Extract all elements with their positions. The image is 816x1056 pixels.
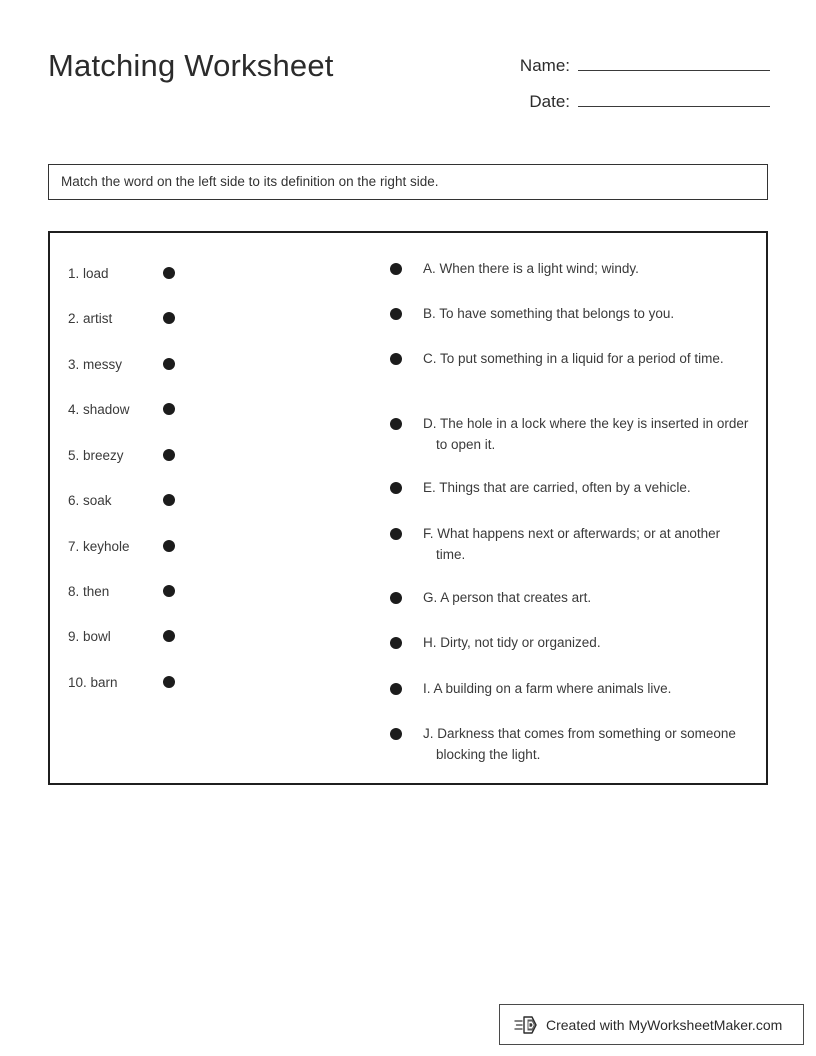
- word-row: [68, 581, 368, 601]
- definition-match-dot[interactable]: [390, 353, 402, 365]
- definition-dot-wrap: [390, 478, 426, 494]
- name-input[interactable]: [578, 52, 770, 71]
- matching-exercise-box: [48, 231, 768, 785]
- word-row: [68, 490, 368, 510]
- definition-text: I. A building on a farm where animals live.: [423, 681, 672, 696]
- definition-dot-wrap: [390, 349, 426, 365]
- definition-text: F. What happens next or afterwards; or at another time.: [423, 526, 721, 562]
- word-match-dot[interactable]: [163, 630, 175, 642]
- word-row: [68, 536, 368, 556]
- word-match-dot[interactable]: [163, 312, 175, 324]
- definition-dot-wrap: [390, 679, 426, 695]
- definition-dot-wrap: [390, 414, 426, 430]
- definition-match-dot[interactable]: [390, 728, 402, 740]
- definition-match-dot[interactable]: [390, 308, 402, 320]
- definition-row: [390, 633, 758, 654]
- worksheet-maker-logo-icon: [514, 1014, 540, 1036]
- word-row: [68, 263, 368, 283]
- footer-attribution-badge[interactable]: [499, 1004, 804, 1045]
- footer-text: Created with MyWorksheetMaker.com: [546, 1016, 783, 1033]
- definition-dot-wrap: [390, 524, 426, 540]
- word-label: 8. then: [68, 583, 110, 599]
- word-match-dot[interactable]: [163, 676, 175, 688]
- definition-dot-wrap: [390, 724, 426, 740]
- definition-row: [390, 304, 758, 325]
- word-label: 9. bowl: [68, 628, 111, 644]
- name-label: Name:: [519, 56, 570, 75]
- word-match-dot[interactable]: [163, 403, 175, 415]
- definition-text: G. A person that creates art.: [423, 590, 592, 605]
- definition-match-dot[interactable]: [390, 482, 402, 494]
- word-label: 2. artist: [68, 310, 113, 326]
- instruction-text: Match the word on the left side to its definition on the right side.: [61, 173, 439, 189]
- name-field-row: [470, 52, 770, 76]
- definition-row: [390, 724, 758, 765]
- date-label: Date:: [529, 92, 570, 111]
- definition-text: H. Dirty, not tidy or organized.: [423, 635, 601, 650]
- word-label: 10. barn: [68, 674, 118, 690]
- definition-row: [390, 478, 758, 499]
- definition-match-dot[interactable]: [390, 592, 402, 604]
- word-row: [68, 354, 368, 374]
- definition-match-dot[interactable]: [390, 683, 402, 695]
- definition-dot-wrap: [390, 633, 426, 649]
- word-match-dot[interactable]: [163, 494, 175, 506]
- word-label: 6. soak: [68, 492, 112, 508]
- date-input[interactable]: [578, 88, 770, 107]
- definition-row: [390, 349, 758, 370]
- definition-text: J. Darkness that comes from something or someone blocking the light.: [423, 726, 736, 762]
- definition-text: B. To have something that belongs to you.: [423, 306, 675, 321]
- definition-row: [390, 524, 758, 565]
- word-row: [68, 672, 368, 692]
- word-label: 3. messy: [68, 356, 123, 372]
- definition-text: E. Things that are carried, often by a vehicle.: [423, 480, 691, 495]
- instruction-box: [48, 164, 768, 200]
- definition-dot-wrap: [390, 304, 426, 320]
- word-row: [68, 399, 368, 419]
- definition-row: [390, 414, 758, 455]
- definition-dot-wrap: [390, 259, 426, 275]
- definition-match-dot[interactable]: [390, 418, 402, 430]
- definition-row: [390, 259, 758, 280]
- word-label: 7. keyhole: [68, 538, 130, 554]
- word-row: [68, 308, 368, 328]
- definition-dot-wrap: [390, 588, 426, 604]
- worksheet-header: [0, 0, 816, 140]
- word-match-dot[interactable]: [163, 449, 175, 461]
- definition-text: A. When there is a light wind; windy.: [423, 261, 639, 276]
- date-field-row: [470, 88, 770, 112]
- page-title: Matching Worksheet: [48, 48, 334, 83]
- definition-row: [390, 588, 758, 609]
- word-match-dot[interactable]: [163, 585, 175, 597]
- word-label: 5. breezy: [68, 447, 124, 463]
- definition-row: [390, 679, 758, 700]
- definition-text: C. To put something in a liquid for a period of time.: [423, 351, 724, 366]
- word-match-dot[interactable]: [163, 540, 175, 552]
- word-match-dot[interactable]: [163, 358, 175, 370]
- word-label: 1. load: [68, 265, 109, 281]
- word-match-dot[interactable]: [163, 267, 175, 279]
- definition-match-dot[interactable]: [390, 637, 402, 649]
- word-row: [68, 445, 368, 465]
- word-row: [68, 626, 368, 646]
- definition-text: D. The hole in a lock where the key is inserted in order to open it.: [423, 416, 749, 452]
- definition-match-dot[interactable]: [390, 528, 402, 540]
- definition-match-dot[interactable]: [390, 263, 402, 275]
- word-label: 4. shadow: [68, 401, 130, 417]
